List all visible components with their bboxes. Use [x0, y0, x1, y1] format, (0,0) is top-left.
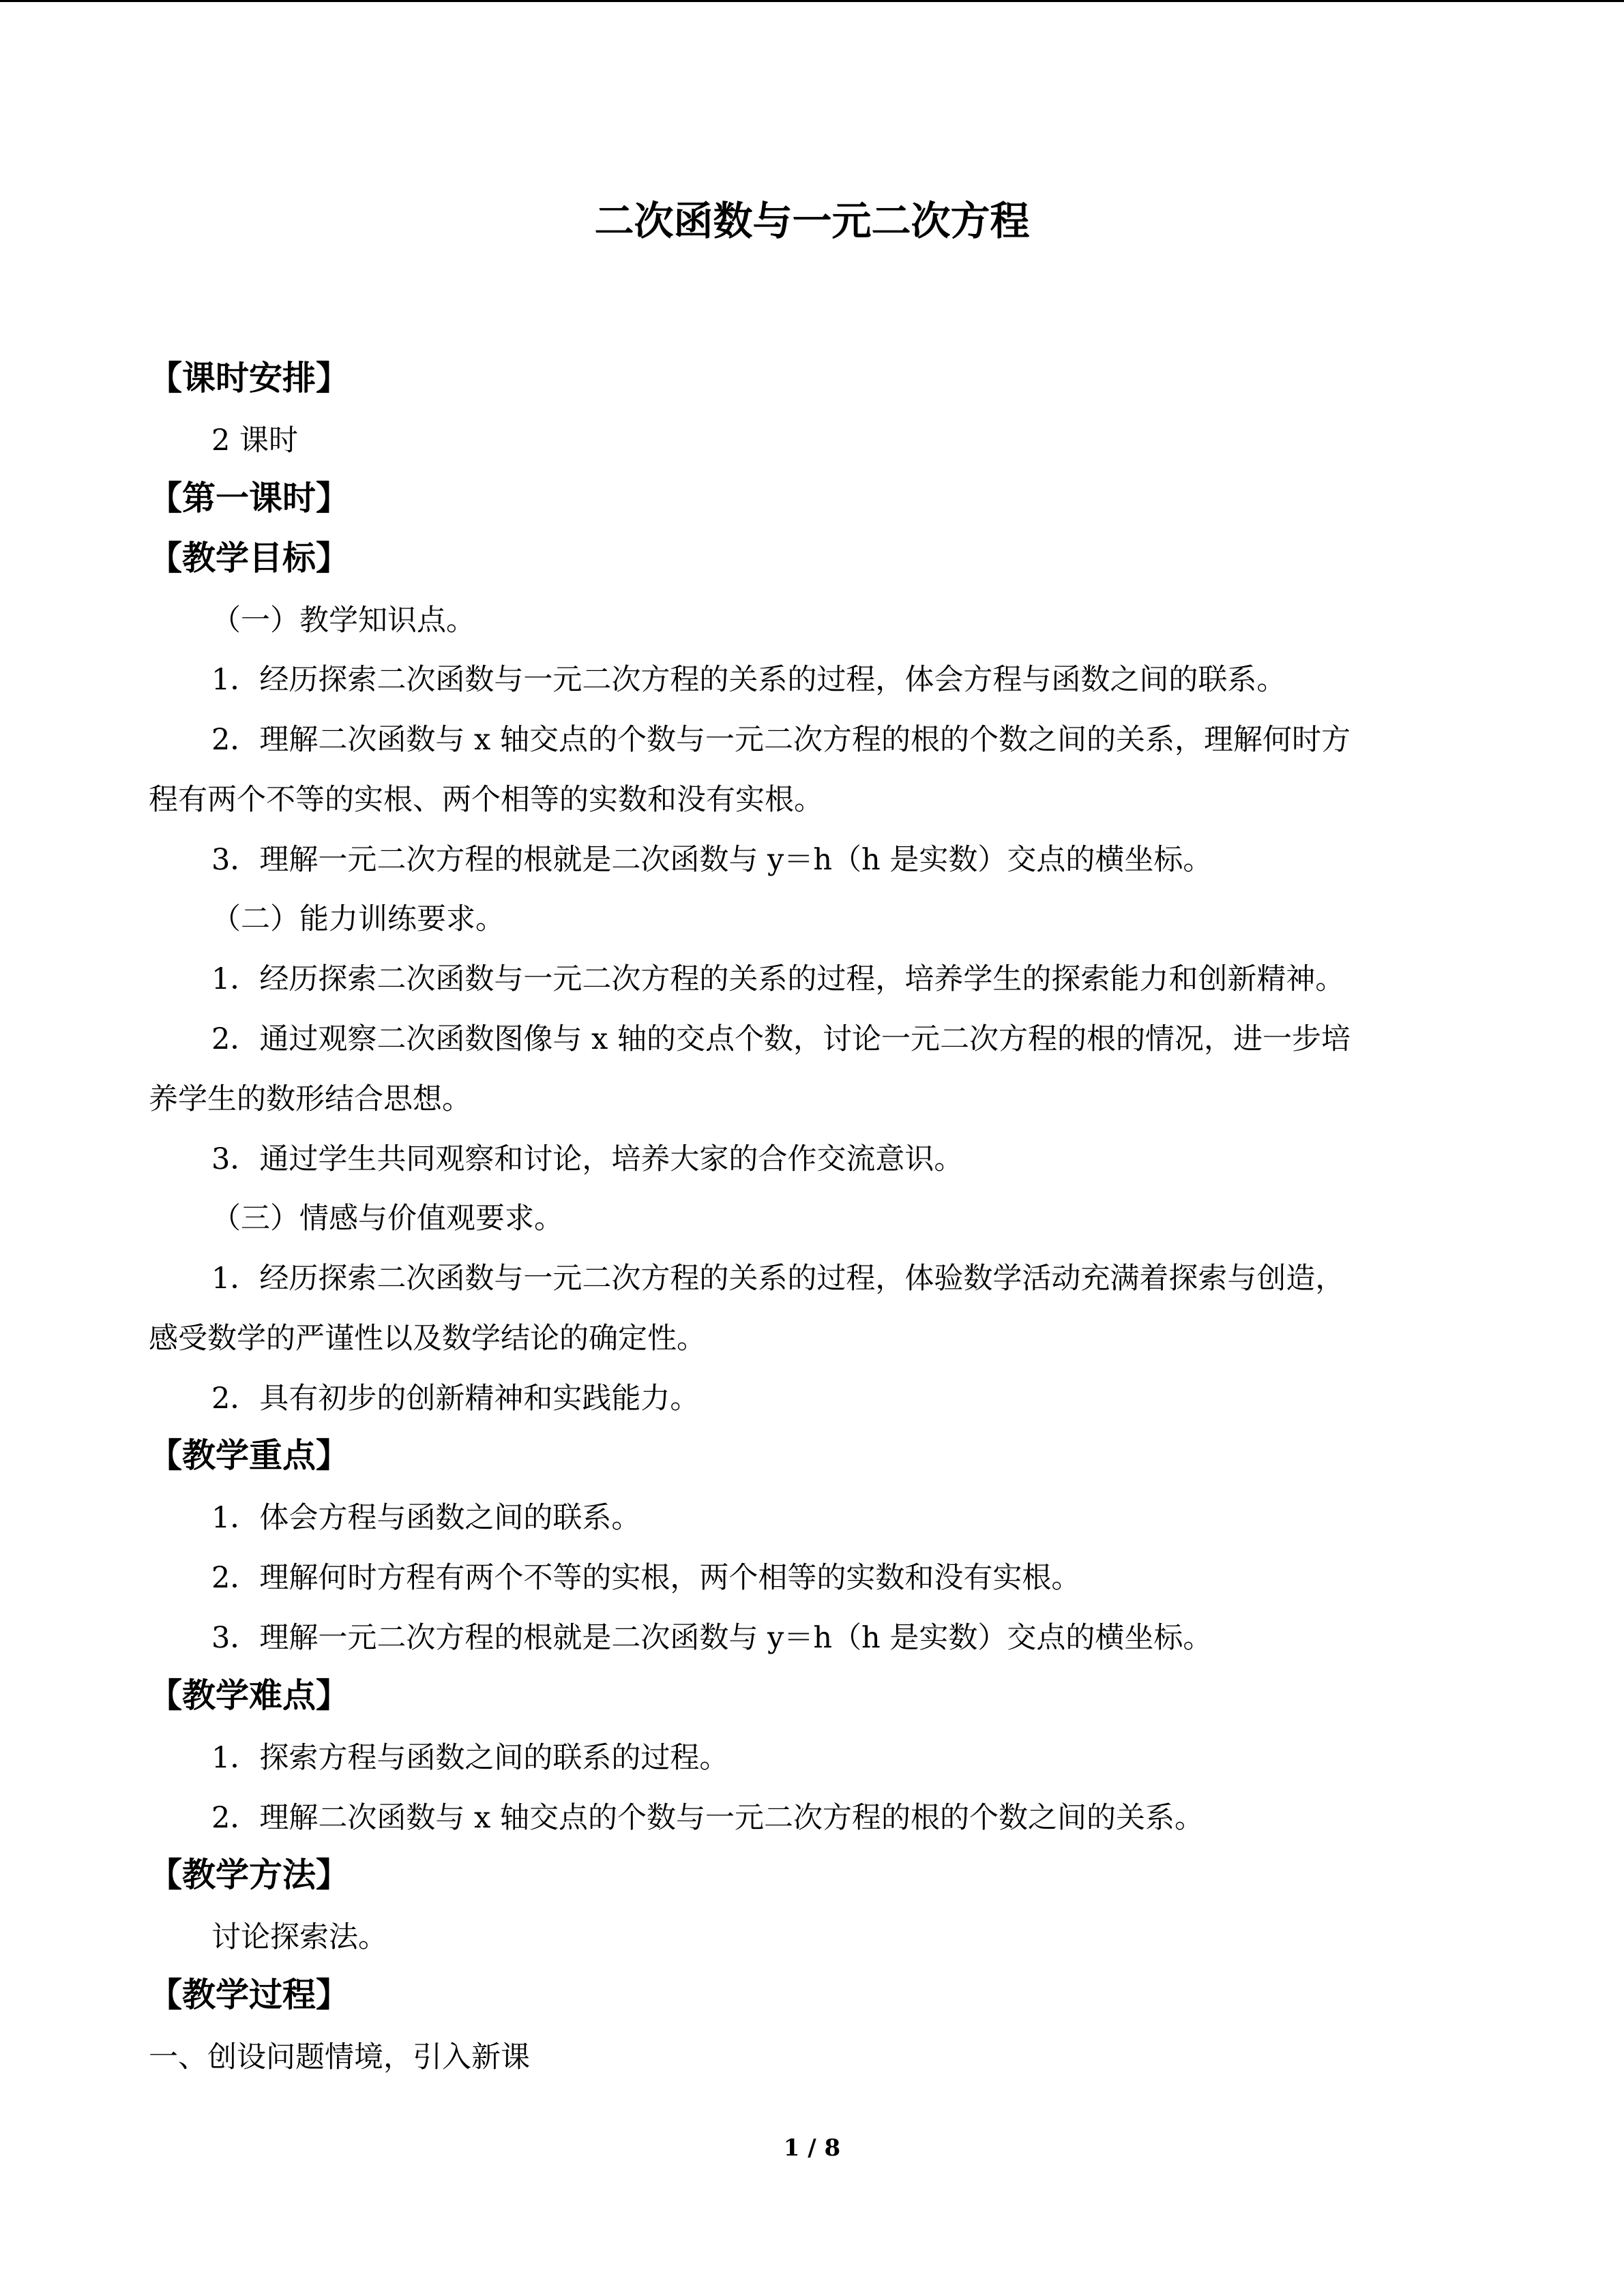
- objectives-sub1-item-cont: 程有两个不等的实根、两个相等的实数和没有实根。: [149, 783, 823, 817]
- objectives-sub1: （一）教学知识点。: [211, 603, 475, 638]
- objectives-sub3-item: 1．经历探索二次函数与一元二次方程的关系的过程，体验数学活动充满着探索与创造，: [211, 1262, 1345, 1296]
- key-points-item: 1．体会方程与函数之间的联系。: [211, 1501, 641, 1535]
- difficulties-item: 1．探索方程与函数之间的联系的过程。: [211, 1741, 729, 1775]
- objectives-sub2-item: 1．经历探索二次函数与一元二次方程的关系的过程，培养学生的探索能力和创新精神。: [211, 962, 1345, 996]
- page-number: 1 / 8: [783, 2134, 841, 2162]
- document-title: 二次函数与一元二次方程: [594, 198, 1030, 244]
- objectives-sub1-item: 2．理解二次函数与 x 轴交点的个数与一元二次方程的根的个数之间的关系，理解何时方: [211, 723, 1350, 757]
- methods-body: 讨论探索法。: [211, 1920, 387, 1954]
- heading-objectives: 【教学目标】: [149, 538, 350, 578]
- objectives-sub1-item: 1．经历探索二次函数与一元二次方程的关系的过程，体会方程与函数之间的联系。: [211, 663, 1286, 697]
- heading-difficulties: 【教学难点】: [149, 1675, 350, 1715]
- objectives-sub3-item: 2．具有初步的创新精神和实践能力。: [211, 1382, 700, 1416]
- key-points-item: 3．理解一元二次方程的根就是二次函数与 y＝h（h 是实数）交点的横坐标。: [211, 1621, 1213, 1655]
- heading-methods: 【教学方法】: [149, 1855, 350, 1894]
- heading-first-lesson: 【第一课时】: [149, 478, 350, 518]
- objectives-sub2-item: 2．通过观察二次函数图像与 x 轴的交点个数，讨论一元二次方程的根的情况，进一步培: [211, 1022, 1350, 1056]
- schedule-body: 2 课时: [211, 423, 299, 458]
- process-step-1: 一、创设问题情境，引入新课: [149, 2040, 530, 2074]
- objectives-sub3: （三）情感与价值观要求。: [211, 1202, 563, 1236]
- objectives-sub2-item: 3．通过学生共同观察和讨论，培养大家的合作交流意识。: [211, 1142, 964, 1176]
- objectives-sub1-item: 3．理解一元二次方程的根就是二次函数与 y＝h（h 是实数）交点的横坐标。: [211, 843, 1213, 877]
- heading-process: 【教学过程】: [149, 1975, 350, 2014]
- objectives-sub2-item-cont: 养学生的数形结合思想。: [149, 1082, 471, 1116]
- heading-key-points: 【教学重点】: [149, 1435, 350, 1475]
- key-points-item: 2．理解何时方程有两个不等的实根，两个相等的实数和没有实根。: [211, 1561, 1081, 1595]
- objectives-sub3-item-cont: 感受数学的严谨性以及数学结论的确定性。: [149, 1322, 706, 1356]
- heading-schedule: 【课时安排】: [149, 358, 350, 398]
- objectives-sub2: （二）能力训练要求。: [211, 902, 505, 936]
- difficulties-item: 2．理解二次函数与 x 轴交点的个数与一元二次方程的根的个数之间的关系。: [211, 1801, 1204, 1835]
